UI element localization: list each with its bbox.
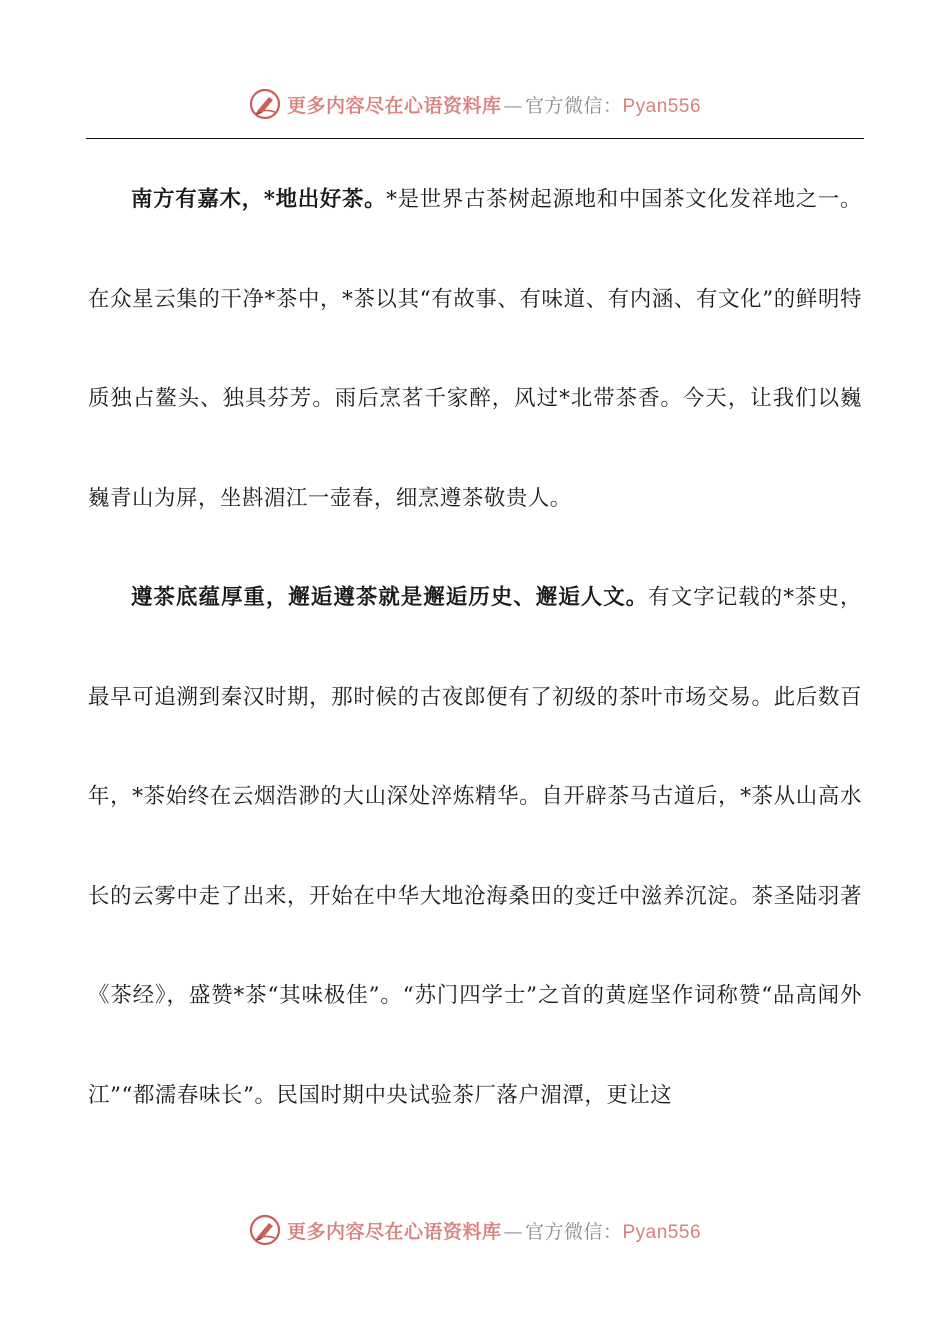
footer-brand: 更多内容尽在心语资料库 — [286, 1220, 502, 1243]
document-body — [88, 150, 862, 1145]
footer-banner — [0, 1210, 950, 1250]
footer-text — [287, 1217, 701, 1244]
paragraph-1-lead: 南方有嘉木，*地出好茶。 — [131, 187, 387, 212]
header-wechat-label: 官方微信： — [524, 94, 623, 117]
footer-handle: Pyan556 — [622, 1221, 702, 1243]
header-banner — [0, 84, 950, 124]
header-brand: 更多内容尽在心语资料库 — [286, 94, 502, 117]
footer-dash: — — [503, 1220, 523, 1243]
paragraph-2 — [88, 548, 862, 1145]
paragraph-1 — [88, 150, 862, 548]
pen-logo-icon — [249, 1214, 281, 1246]
pen-logo-icon — [249, 88, 281, 120]
paragraph-2-lead: 遵茶底蕴厚重，邂逅遵茶就是邂逅历史、邂逅人文。 — [131, 585, 649, 610]
footer-wechat-label: 官方微信： — [524, 1220, 623, 1243]
header-rule — [86, 138, 864, 139]
header-handle: Pyan556 — [622, 95, 702, 117]
header-text — [287, 91, 701, 118]
header-dash: — — [503, 94, 523, 117]
paragraph-1-text: *是世界古茶树起源地和中国茶文化发祥地之一。在众星云集的干净*茶中，*茶以其“有故事、有味道、有内涵、有文化”的鲜明特质独占鳌头、独具芬芳。雨后烹茗千家醉，风过*北带茶香。今天，让我们以巍巍青山为屏，坐斟湄江一壶春，细烹遵茶敬贵人。 — [88, 187, 862, 511]
paragraph-2-text: 有文字记载的*茶史，最早可追溯到秦汉时期，那时候的古夜郎便有了初级的茶叶市场交易。此后数百年，*茶始终在云烟浩渺的大山深处淬炼精华。自开辟茶马古道后，*茶从山高水长的云雾中走了出来，开始在中华大地沧海桑田的变迁中滋养沉淀。茶圣陆羽著《茶经》，盛赞*茶“其味极佳”。“苏门四学士”之首的黄庭坚作词称赞“品高闻外江”“都濡春味长”。民国时期中央试验茶厂落户湄潭，更让这 — [88, 585, 862, 1108]
